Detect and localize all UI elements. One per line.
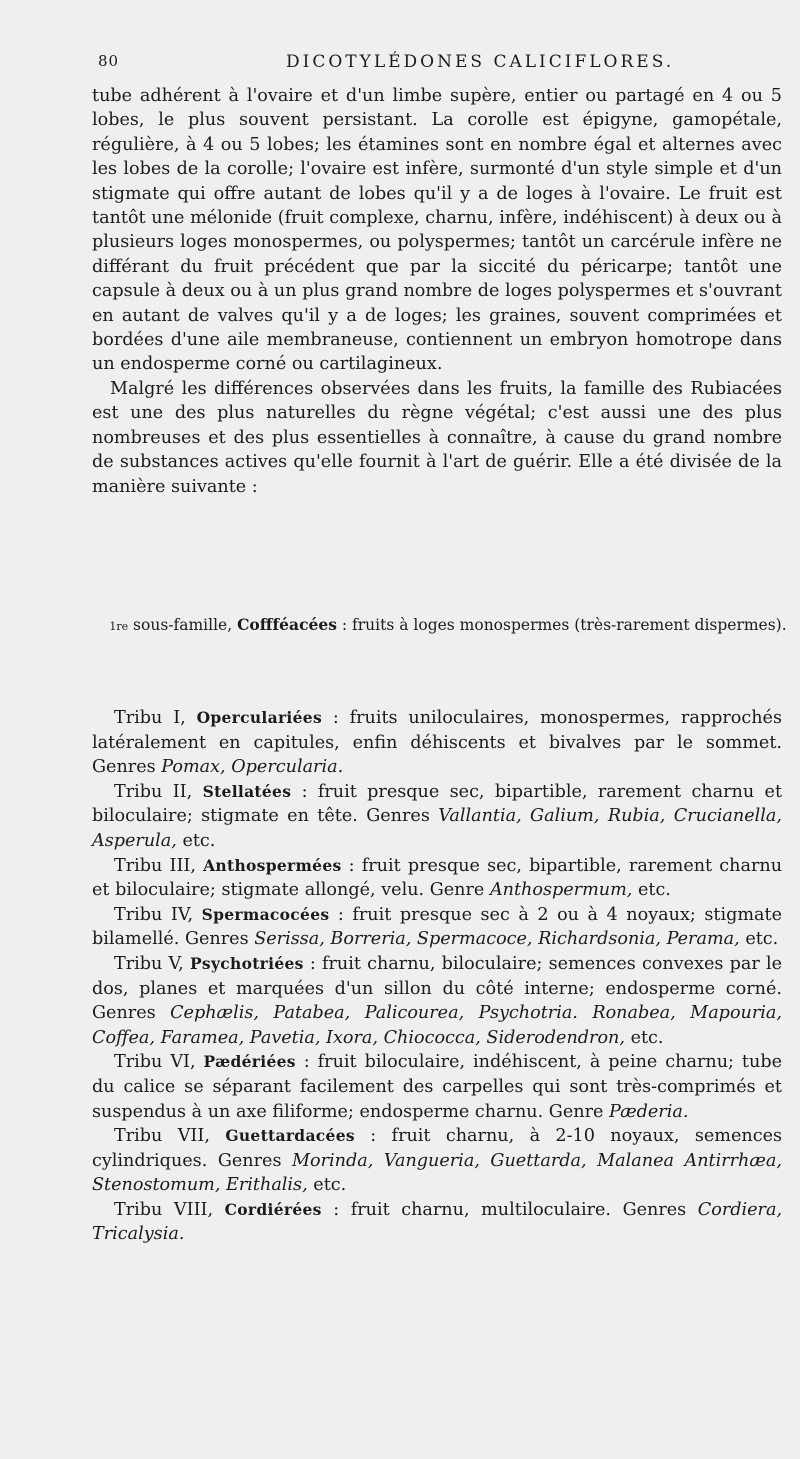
tribe-name: Cordiérées [224, 1199, 322, 1219]
tribe-suffix: etc. [637, 880, 671, 901]
subfamily-label: sous-famille, [133, 616, 233, 634]
tribe-entry [92, 854, 782, 903]
tribe-suffix: etc. [745, 929, 779, 950]
tribe-prefix: Tribu IV, [114, 904, 194, 925]
page-header [0, 52, 800, 78]
tribe-list [92, 706, 782, 1247]
running-title: DICOTYLÉDONES CALICIFLORES. [286, 52, 675, 72]
tribe-name: Psychotriées [189, 953, 304, 973]
paragraph-classification: Malgré les différences observées dans les fruits, la famille des Rubiacées est une des plus naturelles du règne végétal; c'est aussi une des plus nombreuses et des plus essentielles à connaître, à cause du grand nombre de substances actives qu'elle fournit à l'art de guérir. Elle a été divisée de la manière suivante : [92, 378, 782, 497]
subfamily-heading [108, 614, 788, 638]
subfamily-ordinal: 1re [109, 620, 129, 633]
tribe-text: : fruits uniloculaires, monospermes, rapprochés latéralement en capitules, enfin déhiscents et bivalves par le sommet. Genres [92, 708, 782, 778]
tribe-prefix: Tribu III, [114, 855, 196, 876]
tribe-name: Anthospermées [203, 855, 342, 875]
tribe-suffix: etc. [182, 830, 216, 851]
tribe-text: : fruit biloculaire, indéhiscent, à peine charnu; tube du calice se séparant facilement des carpelles qui sont très-comprimés et suspendus à un axe filiforme; endosperme charnu. Genre [92, 1052, 783, 1122]
tribe-suffix: etc. [630, 1027, 664, 1048]
tribe-prefix: Tribu VI, [114, 1052, 196, 1073]
tribe-name: Guettardacées [225, 1126, 355, 1146]
tribe-name: Spermacocées [201, 904, 330, 924]
tribe-entry [92, 1050, 782, 1124]
tribe-prefix: Tribu I, [114, 708, 186, 728]
tribe-prefix: Tribu II, [114, 781, 193, 802]
tribe-name: Pædériées [203, 1052, 296, 1072]
tribe-genera: Anthospermum, [489, 880, 633, 901]
tribe-genera: Morinda, Vangueria, Guettarda, Malanea Antirrhæa, Stenostomum, Erithalis, [92, 1150, 783, 1196]
tribe-entry [92, 952, 782, 1050]
tribe-suffix: etc. [313, 1175, 347, 1196]
tribe-genera: Vallantia, Galium, Rubia, Crucianella, Asperula, [92, 806, 783, 851]
subfamily-description: : fruits à loges monospermes (très-rarement dispermes). [341, 616, 787, 634]
tribe-name: Stellatées [202, 781, 292, 801]
tribe-entry [92, 1124, 782, 1198]
tribe-text: : fruit presque sec à 2 ou à 4 noyaux; stigmate bilamellé. Genres [92, 904, 782, 950]
page-number: 80 [98, 52, 120, 70]
tribe-text: : fruit charnu, biloculaire; semences convexes par le dos, planes et marquées d'un sillon du côté interne; endosperme corné. Genres [92, 953, 782, 1024]
tribe-genera: Cephælis, Patabea, Palicourea, Psychotria. Ronabea, Mapouria, Coffea, Faramea, Pavetia, Ixora, Chiococca, Siderodendron, [92, 1003, 782, 1048]
paragraph-description: tube adhérent à l'ovaire et d'un limbe supère, entier ou partagé en 4 ou 5 lobes, le plus souvent persistant. La corolle est épigyne, gamopétale, régulière, à 4 ou 5 lobes; les étamines sont en nombre égal et alternes avec les lobes de la corolle; l'ovaire est infère, surmonté d'un style simple et d'un stigmate qui offre autant de lobes qu'il y a de loges à l'ovaire. Le fruit est tantôt une mélonide (fruit complexe, charnu, infère, indéhiscent) à deux ou à plusieurs loges monospermes, ou polyspermes; tantôt un carcérule infère ne différant du fruit précédent que par la siccité du péricarpe; tantôt une capsule à deux ou à un plus grand nombre de loges polyspermes et s'ouvrant en autant de valves qu'il y a de loges; les graines, souvent comprimées et bordées d'une aile membraneuse, contiennent un embryon homotrope dans un endosperme corné ou cartilagineux. [92, 86, 782, 375]
tribe-prefix: Tribu VII, [114, 1126, 210, 1147]
tribe-entry [92, 706, 782, 780]
body-text [92, 84, 782, 499]
tribe-genera: Pomax, Opercularia. [161, 757, 344, 778]
tribe-entry [92, 1198, 782, 1247]
tribe-prefix: Tribu VIII, [114, 1199, 214, 1220]
tribe-text: : fruit presque sec, bipartible, rarement charnu et biloculaire; stigmate en tête. Genres [92, 781, 783, 827]
tribe-genera: Serissa, Borreria, Spermacoce, Richardsonia, Perama, [254, 929, 740, 950]
tribe-text: : fruit charnu, à 2-10 noyaux, semences cylindriques. Genres [92, 1126, 783, 1171]
tribe-prefix: Tribu V, [114, 953, 184, 974]
tribe-genera: Pæderia. [609, 1101, 689, 1122]
tribe-genera: Cordiera, Tricalysia. [92, 1199, 783, 1245]
subfamily-name: Coffféacées [237, 615, 337, 634]
tribe-text: : fruit presque sec, bipartible, rarement charnu et biloculaire; stigmate allongé, velu. Genre [92, 855, 783, 901]
tribe-entry [92, 780, 782, 854]
tribe-text: : fruit charnu, multiloculaire. Genres [333, 1199, 687, 1220]
tribe-name: Operculariées [196, 708, 322, 727]
tribe-entry [92, 903, 782, 952]
